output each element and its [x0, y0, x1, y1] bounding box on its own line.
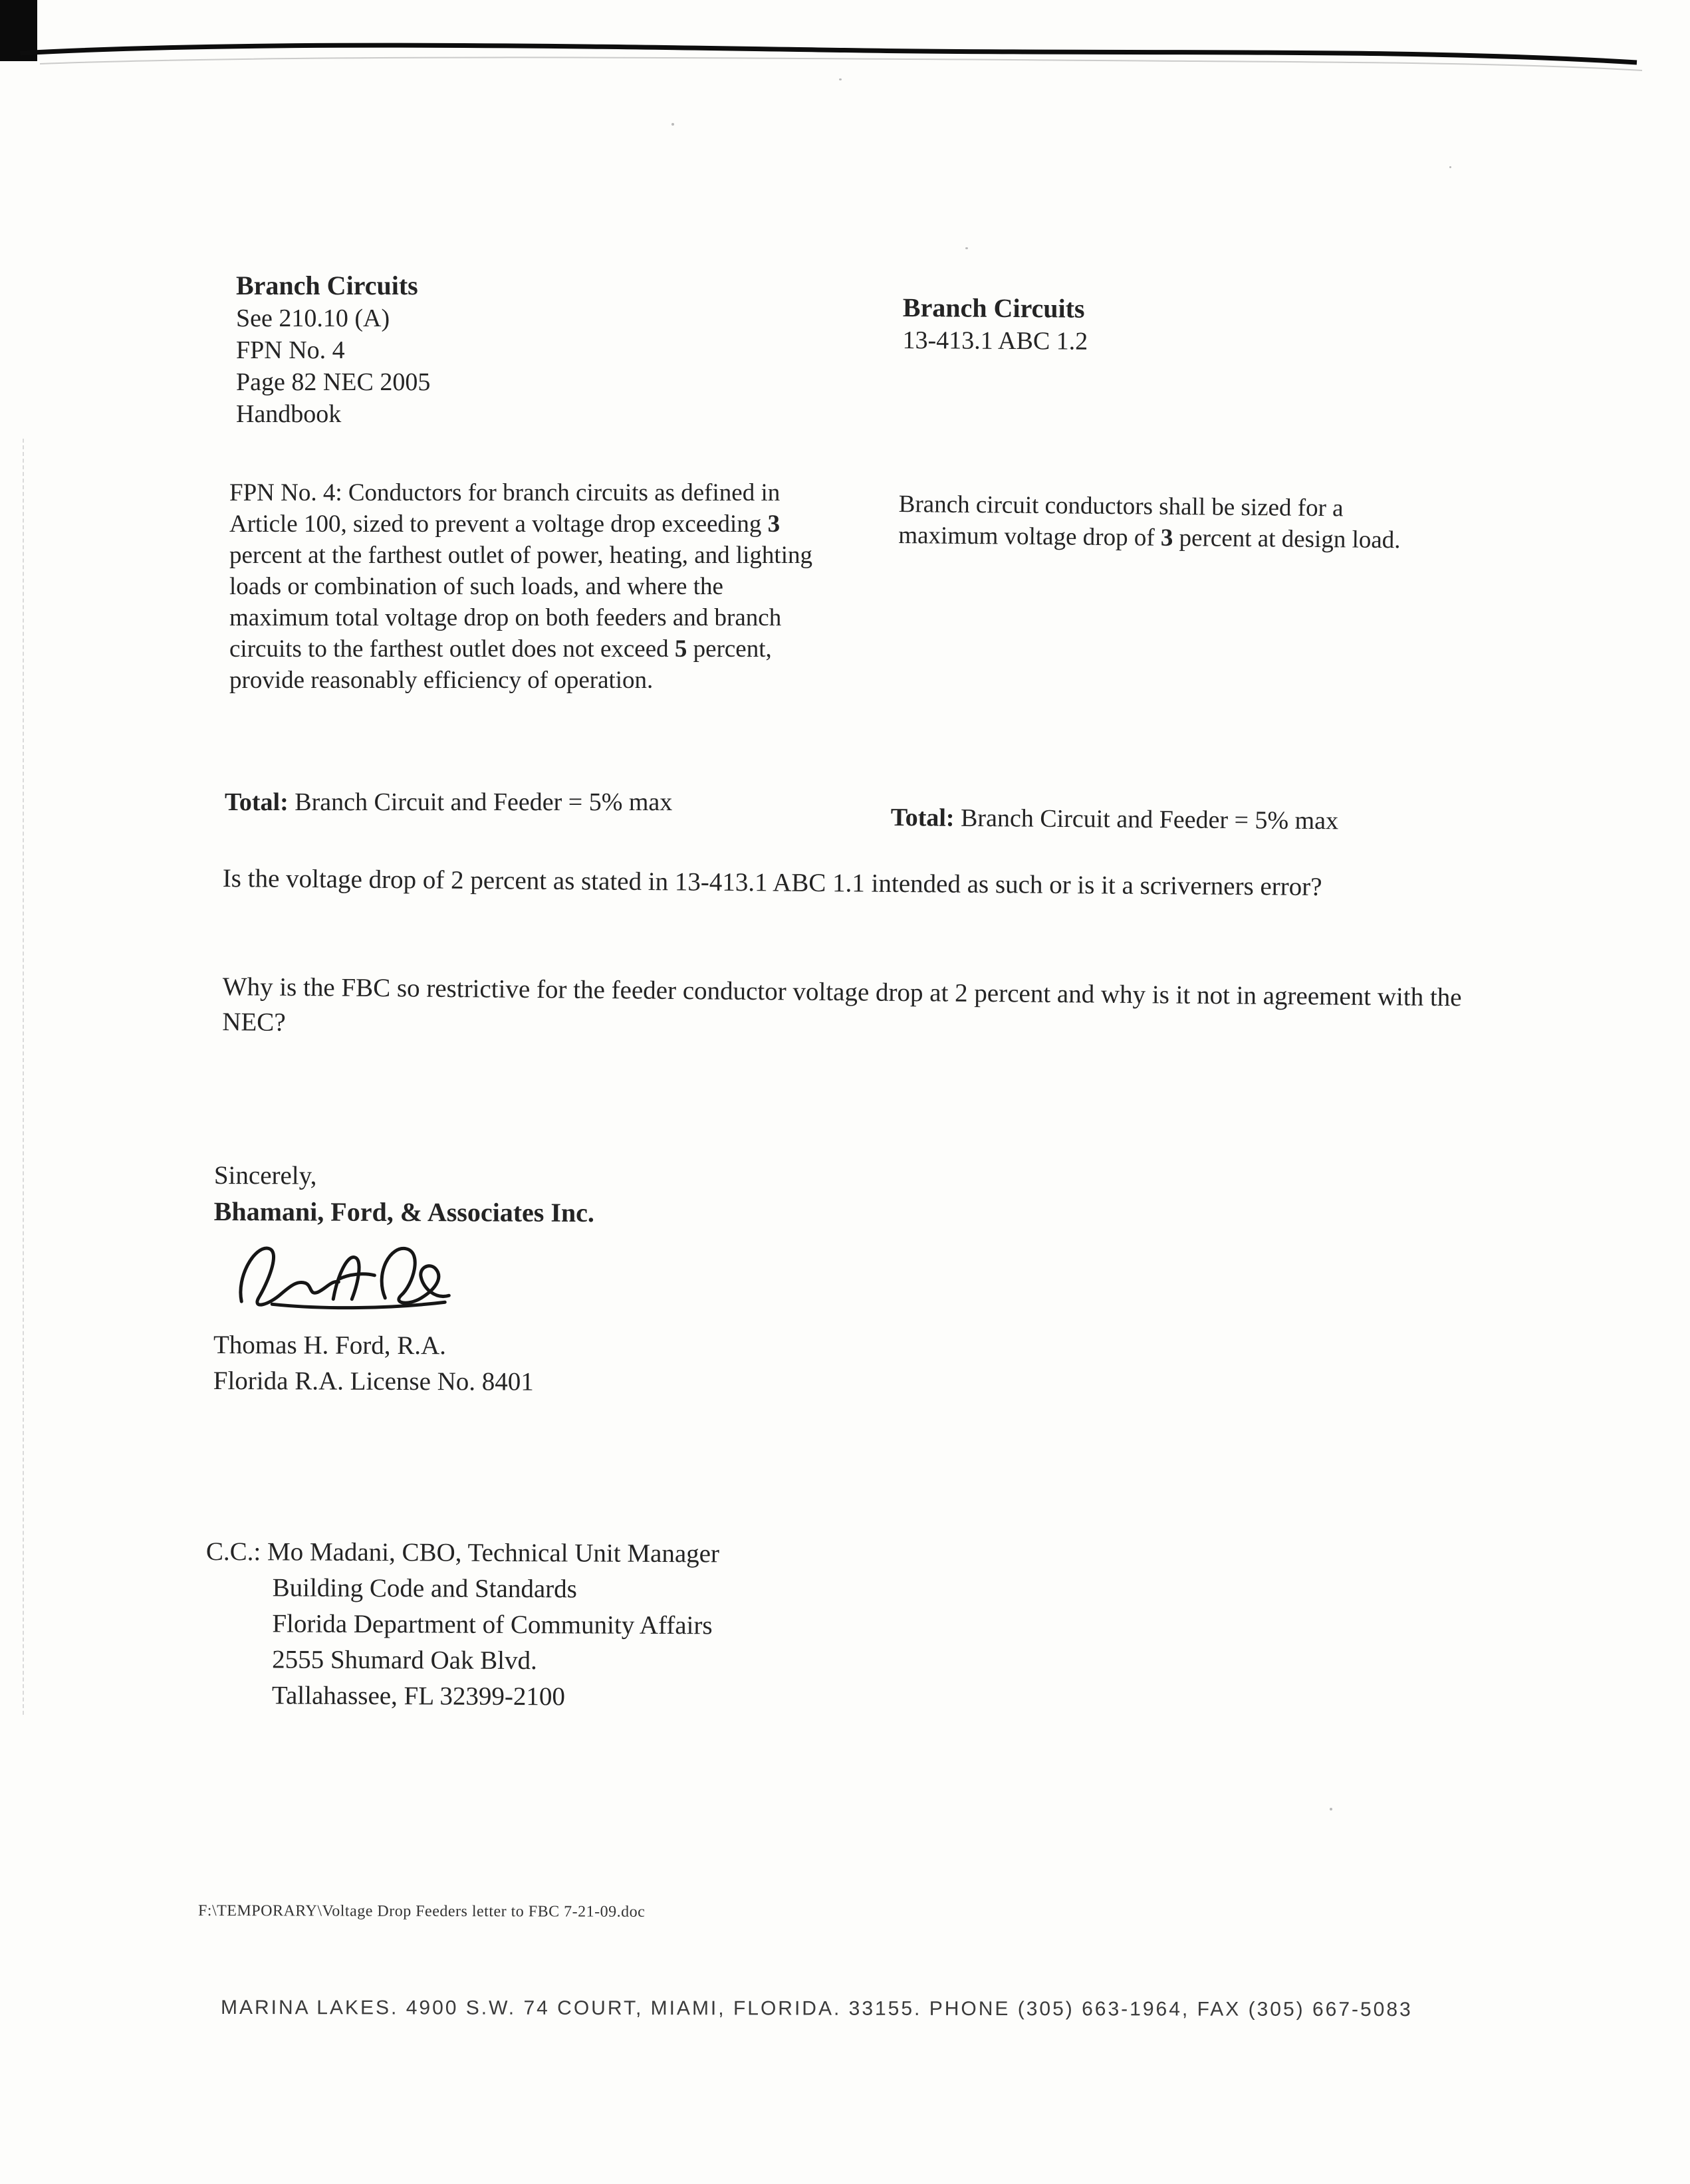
signer-name: Thomas H. Ford, R.A.: [213, 1330, 447, 1361]
closing-company-name: Bhamani, Ford, & Associates Inc.: [213, 1196, 595, 1228]
cc-line: Tallahassee, FL 32399-2100: [271, 1681, 566, 1711]
scan-speck: [1449, 166, 1451, 168]
paragraph-text: percent, provide reasonably efficiency of operation.: [229, 635, 772, 694]
question-paragraph-2: Why is the FBC so restrictive for the feeder conductor voltage drop at 2 percent and why is it not in agreement with the NEC?: [222, 972, 1462, 1037]
left-header-line: FPN No. 4: [236, 336, 345, 364]
paragraph-bold-value: 3: [1160, 524, 1173, 552]
paragraph-bold-value: 3: [767, 510, 781, 538]
right-column-paragraph: [898, 489, 1444, 556]
left-header-line: See 210.10 (A): [236, 304, 390, 332]
left-header-title: Branch Circuits: [236, 271, 418, 300]
document-file-path: F:\TEMPORARY\Voltage Drop Feeders letter to FBC 7-21-09.doc: [197, 1902, 646, 1921]
question-paragraph-1: Is the voltage drop of 2 percent as stated in 13-413.1 ABC 1.1 intended as such or is it a scriverners error?: [222, 863, 1322, 901]
paragraph-text: Branch circuit conductors shall be sized for a maximum voltage drop of: [898, 490, 1344, 552]
left-header-line: Page 82 NEC 2005: [236, 368, 431, 396]
paragraph-bold-value: 5: [674, 635, 687, 663]
scan-speck: [1330, 1808, 1332, 1810]
letterhead-footer-address: MARINA LAKES. 4900 S.W. 74 COURT, MIAMI, FLORIDA. 33155. PHONE (305) 663-1964, FAX (305) 667-5083: [220, 1997, 1413, 2021]
cc-line: 2555 Shumard Oak Blvd.: [272, 1645, 537, 1676]
cc-block: [205, 1534, 719, 1715]
cc-line: C.C.: Mo Madani, CBO, Technical Unit Manager: [205, 1537, 720, 1569]
left-column-paragraph: [229, 477, 828, 696]
right-header-title: Branch Circuits: [902, 292, 1085, 324]
right-header-line: 13-413.1 ABC 1.2: [902, 326, 1088, 356]
signature-image: [232, 1235, 465, 1325]
scan-speck: [671, 123, 674, 126]
cc-line: Florida Department of Community Affairs: [272, 1609, 713, 1640]
total-label: Total:: [225, 788, 289, 816]
signer-license: Florida R.A. License No. 8401: [213, 1366, 534, 1396]
paragraph-text: FPN No. 4: Conductors for branch circuits as defined in Article 100, sized to prevent a voltage drop exceeding: [229, 479, 781, 538]
scan-artifact-left-line: [23, 439, 24, 1715]
total-label: Total:: [890, 804, 955, 832]
left-total-line: [225, 788, 672, 817]
closing-sincerely: Sincerely,: [213, 1161, 317, 1190]
paragraph-text: percent at design load.: [1173, 524, 1401, 554]
left-header-line: Handbook: [236, 400, 342, 428]
scan-artifact-top-line: [0, 0, 1690, 86]
total-text: Branch Circuit and Feeder = 5% max: [954, 804, 1339, 835]
total-text: Branch Circuit and Feeder = 5% max: [288, 788, 673, 816]
scan-speck: [965, 247, 968, 249]
right-total-line: [891, 803, 1339, 835]
left-column-header: [236, 269, 430, 430]
right-column-header: [902, 291, 1088, 358]
closing-block: [213, 1158, 595, 1400]
paragraph-text: percent at the farthest outlet of power, heating, and lighting loads or combination of such loads, and where the maximum total voltage drop on both feeders and branch circuits to the farthest outlet does not exceed: [229, 542, 812, 663]
scan-speck: [839, 78, 842, 80]
cc-line: Building Code and Standards: [272, 1573, 577, 1604]
